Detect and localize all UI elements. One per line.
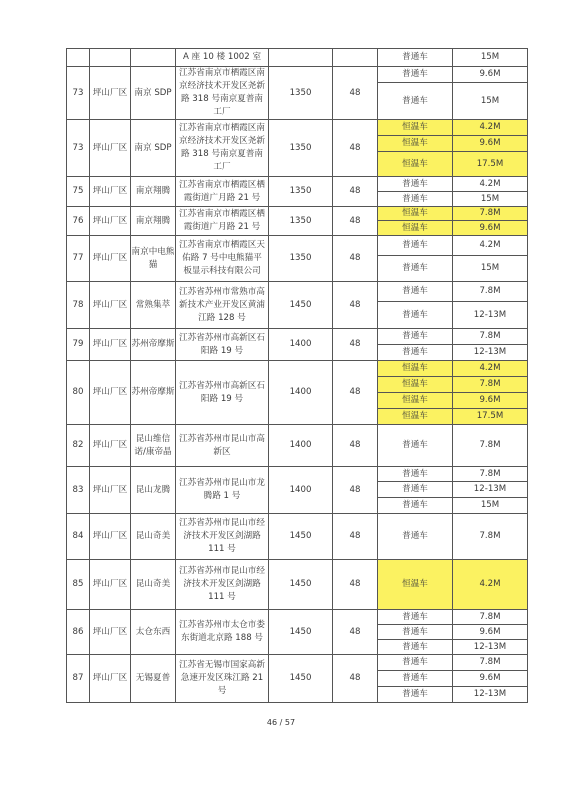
cell-factory-area: 坪山厂区 (90, 236, 131, 282)
cell-hours: 48 (333, 361, 378, 425)
cell-vehicle-type: 恒温车 (378, 120, 453, 136)
cell-vehicle-type: 普通车 (378, 49, 453, 67)
cell-factory-area: 坪山厂区 (90, 655, 131, 703)
cell-vehicle-length: 7.8M (453, 329, 528, 345)
cell-distance: 1400 (269, 361, 333, 425)
cell-factory-area: 坪山厂区 (90, 67, 131, 120)
cell-factory-area: 坪山厂区 (90, 120, 131, 177)
cell-address: 江苏省苏州市常熟市高新技术产业开发区黄浦江路 128 号 (176, 282, 269, 329)
cell-vehicle-type: 恒温车 (378, 560, 453, 610)
cell-vehicle-type: 普通车 (378, 329, 453, 345)
cell-address: 江苏省苏州市昆山市高新区 (176, 425, 269, 467)
cell-vehicle-type: 恒温车 (378, 361, 453, 377)
cell-hours: 48 (333, 236, 378, 282)
cell-distance: 1350 (269, 177, 333, 207)
cell-row-number: 76 (67, 207, 90, 236)
cell-vehicle-type: 普通车 (378, 467, 453, 482)
table-row (67, 236, 528, 256)
cell-factory-area: 坪山厂区 (90, 177, 131, 207)
cell-vehicle-type: 普通车 (378, 83, 453, 120)
page-number: 46 / 57 (266, 718, 296, 727)
cell-factory-area: 坪山厂区 (90, 282, 131, 329)
table-row (67, 67, 528, 83)
cell-customer-name: 苏州帝摩斯 (131, 329, 176, 361)
cell-vehicle-length: 4.2M (453, 560, 528, 610)
cell-hours: 48 (333, 425, 378, 467)
cell-factory-area: 坪山厂区 (90, 610, 131, 655)
cell-address: 江苏省苏州市昆山市龙腾路 1 号 (176, 467, 269, 514)
cell-distance: 1400 (269, 329, 333, 361)
cell-distance: 1350 (269, 207, 333, 236)
cell-vehicle-type: 恒温车 (378, 152, 453, 177)
cell-row-number: 73 (67, 120, 90, 177)
cell-vehicle-type: 普通车 (378, 345, 453, 361)
cell-vehicle-type: 普通车 (378, 671, 453, 687)
cell-vehicle-type: 普通车 (378, 482, 453, 498)
cell-distance: 1350 (269, 67, 333, 120)
cell-row-number: 75 (67, 177, 90, 207)
cell-hours: 48 (333, 329, 378, 361)
cell-distance: 1350 (269, 236, 333, 282)
cell-row-number: 78 (67, 282, 90, 329)
cell-vehicle-type: 普通车 (378, 282, 453, 302)
cell-customer-name: 南京 SDP (131, 67, 176, 120)
cell-customer-name: 常熟集萃 (131, 282, 176, 329)
table-row (67, 282, 528, 302)
cell-vehicle-length: 4.2M (453, 120, 528, 136)
cell-address: 江苏省南京市栖霞区栖霞街道广月路 21 号 (176, 207, 269, 236)
cell-vehicle-length: 9.6M (453, 671, 528, 687)
cell-distance: 1450 (269, 282, 333, 329)
cell-distance: 1450 (269, 514, 333, 560)
table-row (67, 207, 528, 221)
cell-vehicle-length: 7.8M (453, 467, 528, 482)
cell-row-number: 79 (67, 329, 90, 361)
cell-hours: 48 (333, 120, 378, 177)
cell-vehicle-length: 7.8M (453, 207, 528, 221)
table-row (67, 655, 528, 671)
cell-address: 江苏省苏州市昆山市经济技术开发区剑湖路 111 号 (176, 514, 269, 560)
cell-vehicle-length: 9.6M (453, 221, 528, 236)
cell-vehicle-length: 15M (453, 192, 528, 207)
cell-vehicle-type: 普通车 (378, 236, 453, 256)
cell-vehicle-length: 15M (453, 498, 528, 514)
cell-customer-name: 太仓东西 (131, 610, 176, 655)
cell-address: 江苏省苏州市高新区石阳路 19 号 (176, 361, 269, 425)
table-row (67, 329, 528, 345)
cell-customer-name: 昆山龙腾 (131, 467, 176, 514)
table-body (67, 49, 528, 703)
cell-factory-area: 坪山厂区 (90, 467, 131, 514)
cell-distance (269, 49, 333, 67)
cell-vehicle-length: 12-13M (453, 687, 528, 703)
table-row (67, 120, 528, 136)
cell-vehicle-type: 普通车 (378, 256, 453, 282)
cell-row-number: 87 (67, 655, 90, 703)
table-row (67, 610, 528, 625)
cell-factory-area (90, 49, 131, 67)
cell-address: 江苏省南京市栖霞区天佑路 7 号中电熊猫平板显示科技有限公司 (176, 236, 269, 282)
cell-row-number: 84 (67, 514, 90, 560)
cell-vehicle-length: 4.2M (453, 236, 528, 256)
cell-hours: 48 (333, 177, 378, 207)
table-row (67, 425, 528, 467)
cell-factory-area: 坪山厂区 (90, 329, 131, 361)
cell-hours: 48 (333, 67, 378, 120)
cell-vehicle-length: 7.8M (453, 655, 528, 671)
table-row (67, 514, 528, 560)
cell-vehicle-type: 普通车 (378, 625, 453, 640)
table-row (67, 361, 528, 377)
table-row (67, 177, 528, 192)
cell-factory-area: 坪山厂区 (90, 514, 131, 560)
cell-vehicle-type: 恒温车 (378, 377, 453, 393)
cell-vehicle-length: 7.8M (453, 377, 528, 393)
cell-vehicle-length: 7.8M (453, 610, 528, 625)
freight-rate-table (66, 48, 528, 703)
cell-vehicle-length: 15M (453, 256, 528, 282)
cell-row-number (67, 49, 90, 67)
cell-hours: 48 (333, 514, 378, 560)
cell-customer-name: 昆山维信诺/康帝晶 (131, 425, 176, 467)
cell-customer-name: 南京翔腾 (131, 177, 176, 207)
cell-vehicle-length: 9.6M (453, 625, 528, 640)
cell-vehicle-type: 普通车 (378, 177, 453, 192)
cell-address: 江苏省苏州市高新区石阳路 19 号 (176, 329, 269, 361)
cell-vehicle-type: 恒温车 (378, 409, 453, 425)
cell-distance: 1400 (269, 467, 333, 514)
cell-factory-area: 坪山厂区 (90, 560, 131, 610)
table-row (67, 49, 528, 67)
cell-vehicle-length: 9.6M (453, 393, 528, 409)
cell-hours: 48 (333, 467, 378, 514)
cell-address: 江苏省无锡市国家高新急速开发区珠江路 21 号 (176, 655, 269, 703)
cell-customer-name: 昆山奇美 (131, 560, 176, 610)
cell-customer-name: 南京 SDP (131, 120, 176, 177)
cell-customer-name: 苏州帝摩斯 (131, 361, 176, 425)
cell-row-number: 83 (67, 467, 90, 514)
cell-customer-name (131, 49, 176, 67)
cell-vehicle-length: 7.8M (453, 514, 528, 560)
cell-address: 江苏省南京市栖霞区南京经济技术开发区尧新路 318 号南京夏普南工厂 (176, 120, 269, 177)
cell-address: 江苏省南京市栖霞区南京经济技术开发区尧新路 318 号南京夏普南工厂 (176, 67, 269, 120)
cell-hours: 48 (333, 282, 378, 329)
cell-distance: 1400 (269, 425, 333, 467)
cell-vehicle-type: 恒温车 (378, 393, 453, 409)
cell-distance: 1450 (269, 560, 333, 610)
cell-hours: 48 (333, 560, 378, 610)
cell-vehicle-type: 恒温车 (378, 207, 453, 221)
cell-vehicle-length: 17.5M (453, 409, 528, 425)
cell-vehicle-type: 普通车 (378, 610, 453, 625)
cell-customer-name: 无锡夏普 (131, 655, 176, 703)
cell-vehicle-length: 12-13M (453, 482, 528, 498)
cell-customer-name: 南京中电熊猫 (131, 236, 176, 282)
cell-address: A 座 10 楼 1002 室 (176, 49, 269, 67)
cell-factory-area: 坪山厂区 (90, 207, 131, 236)
cell-vehicle-type: 普通车 (378, 655, 453, 671)
cell-vehicle-length: 17.5M (453, 152, 528, 177)
cell-hours: 48 (333, 207, 378, 236)
cell-vehicle-length: 4.2M (453, 177, 528, 192)
cell-vehicle-length: 12-13M (453, 640, 528, 655)
cell-vehicle-length: 9.6M (453, 136, 528, 152)
cell-vehicle-length: 7.8M (453, 425, 528, 467)
cell-vehicle-length: 12-13M (453, 302, 528, 329)
cell-factory-area: 坪山厂区 (90, 425, 131, 467)
table-row (67, 560, 528, 610)
cell-vehicle-length: 9.6M (453, 67, 528, 83)
cell-vehicle-length: 15M (453, 83, 528, 120)
cell-hours: 48 (333, 610, 378, 655)
cell-row-number: 73 (67, 67, 90, 120)
cell-customer-name: 昆山奇美 (131, 514, 176, 560)
cell-vehicle-type: 普通车 (378, 687, 453, 703)
cell-address: 江苏省苏州市太仓市娄东街道北京路 188 号 (176, 610, 269, 655)
table-row (67, 467, 528, 482)
cell-vehicle-type: 普通车 (378, 640, 453, 655)
cell-vehicle-type: 普通车 (378, 425, 453, 467)
cell-vehicle-type: 普通车 (378, 67, 453, 83)
cell-vehicle-type: 普通车 (378, 514, 453, 560)
cell-address: 江苏省南京市栖霞区栖霞街道广月路 21 号 (176, 177, 269, 207)
cell-vehicle-type: 普通车 (378, 302, 453, 329)
cell-row-number: 86 (67, 610, 90, 655)
cell-vehicle-length: 15M (453, 49, 528, 67)
cell-distance: 1350 (269, 120, 333, 177)
cell-hours (333, 49, 378, 67)
cell-row-number: 85 (67, 560, 90, 610)
cell-row-number: 77 (67, 236, 90, 282)
cell-vehicle-type: 恒温车 (378, 136, 453, 152)
cell-row-number: 82 (67, 425, 90, 467)
cell-vehicle-length: 4.2M (453, 361, 528, 377)
cell-distance: 1450 (269, 610, 333, 655)
cell-vehicle-length: 7.8M (453, 282, 528, 302)
cell-vehicle-type: 普通车 (378, 498, 453, 514)
cell-row-number: 80 (67, 361, 90, 425)
cell-hours: 48 (333, 655, 378, 703)
cell-vehicle-type: 普通车 (378, 192, 453, 207)
cell-distance: 1450 (269, 655, 333, 703)
cell-vehicle-type: 恒温车 (378, 221, 453, 236)
cell-factory-area: 坪山厂区 (90, 361, 131, 425)
cell-vehicle-length: 12-13M (453, 345, 528, 361)
cell-customer-name: 南京翔腾 (131, 207, 176, 236)
cell-address: 江苏省苏州市昆山市经济技术开发区剑湖路 111 号 (176, 560, 269, 610)
